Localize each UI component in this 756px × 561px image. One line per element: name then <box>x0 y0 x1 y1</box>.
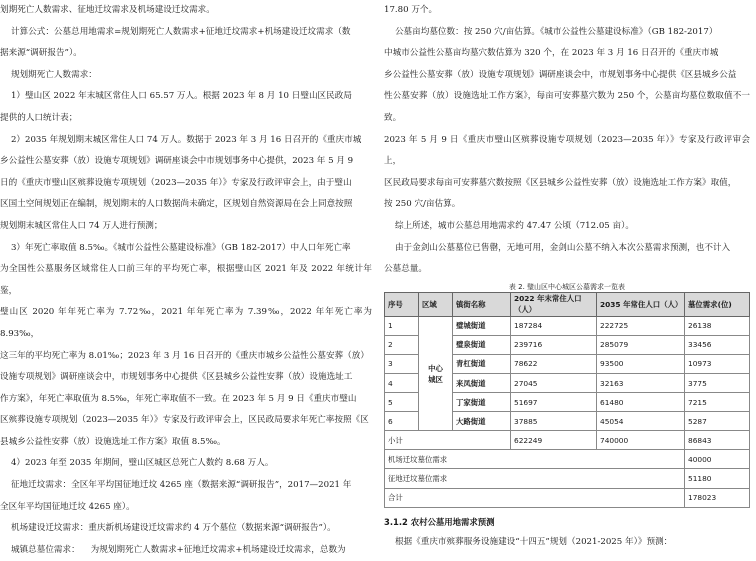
table-cell: 合计 <box>385 488 685 507</box>
table-cell: 27045 <box>511 374 597 393</box>
table-cell: 178023 <box>685 488 750 507</box>
text-line: 性公墓安葬（放）设施选址工作方案》，每亩可安葬墓穴数为 250 个，公墓亩均墓位数取值不一致。 <box>384 91 750 123</box>
table-header-row <box>385 292 750 316</box>
table-cell: 3 <box>385 354 419 373</box>
text-line: 1）璧山区 2022 年末城区常住人口 65.57 万人。根据 2023 年 8 月 10 日璧山区民政局 <box>0 91 352 102</box>
text-line: 4）2023 年至 2035 年期间，璧山区城区总死亡人数约 8.68 万人。 <box>0 458 274 469</box>
column-header: 区域 <box>419 292 453 316</box>
text-line: 全区年平均国征地迁坟 4265 座）。 <box>0 501 135 512</box>
table-cell: 2 <box>385 335 419 354</box>
column-header: 序号 <box>385 292 419 316</box>
cemetery-demand-table <box>384 292 750 508</box>
table-cell: 5287 <box>685 412 750 431</box>
text-line: 公墓亩均墓位数：按 250 穴/亩估算。《城市公益性公墓建设标准》（GB 182-2017） <box>384 26 718 37</box>
table-cell: 7215 <box>685 393 750 412</box>
text-line: 城镇总墓位需求： 为规划期死亡人数需求+征地迁坟需求+机场建设迁坟需求，总数为 <box>0 544 346 555</box>
column-header: 墓位需求(位) <box>685 292 750 316</box>
table-cell: 26138 <box>685 316 750 335</box>
text-line: 根据《重庆市殡葬服务设施建设“十四五”规划（2021-2025 年）》预测： <box>384 536 673 547</box>
table-cell: 51180 <box>685 469 750 488</box>
table-cell: 33456 <box>685 335 750 354</box>
subtotal-row <box>385 431 750 450</box>
table-cell: 来凤街道 <box>453 374 511 393</box>
table-cell: 622249 <box>511 431 597 450</box>
table-cell: 740000 <box>597 431 685 450</box>
column-header: 2022 年末常住人口（人） <box>511 292 597 316</box>
section-heading: 3.1.2 农村公墓用地需求预测 <box>384 516 495 527</box>
table-cell: 78622 <box>511 354 597 373</box>
text-line: 3）年死亡率取值 8.5‰。《城市公益性公墓建设标准》（GB 182-2017）中人口年死亡率 <box>0 242 351 253</box>
table-cell: 璧泉街道 <box>453 335 511 354</box>
text-line: 按 250 穴/亩估算。 <box>384 199 461 210</box>
table-cell: 青杠街道 <box>453 354 511 373</box>
text-line: 区国土空间规划正在编制，规划期末的人口数据尚未确定，区规划自然资源局在会上同意按照 <box>0 199 353 210</box>
left-column <box>0 0 375 561</box>
table-cell: 璧城街道 <box>453 316 511 335</box>
text-line: 日的《重庆市璧山区殡葬设施专项规划（2023—2035 年）》专家及行政评审会上，由于璧山 <box>0 177 352 188</box>
table-cell: 37885 <box>511 412 597 431</box>
table-cell: 大路街道 <box>453 412 511 431</box>
column-header: 镇街名称 <box>453 292 511 316</box>
text-line: 区殡葬设施专项规划（2023—2035 年）》专家及行政评审会上，区民政局要求年死亡率按照《区 <box>0 415 369 426</box>
text-line: 乡公益性公墓安葬（放）设施专项规划》调研座谈会中，市规划事务中心提供《区县城乡公益 <box>384 69 737 80</box>
summary-row <box>385 469 750 488</box>
text-line: 计算公式：公墓总用地需求=规划期死亡人数需求+征地迁坟需求+机场建设迁坟需求（数 <box>0 26 351 37</box>
table-cell: 32163 <box>597 374 685 393</box>
table-cell: 机场迁坟墓位需求 <box>385 450 685 469</box>
text-line: 17.80 万个。 <box>384 5 438 15</box>
text-line: 设施专项规划》调研座谈会中，市规划事务中心提供《区县城乡公益性安葬（放）设施选址工 <box>0 372 353 383</box>
text-line: 划期死亡人数需求、征地迁坟需求及机场建设迁坟需求。 <box>0 5 215 15</box>
table-cell: 93500 <box>597 354 685 373</box>
text-line: 这三年的平均死亡率为 8.01‰；2023 年 3 月 16 日召开的《重庆市城乡公益性公墓安葬（放） <box>0 350 369 361</box>
text-line: 2）2035 年规划期末城区常住人口 74 万人。数据于 2023 年 3 月 16 日召开的《重庆市城 <box>0 134 362 145</box>
text-line: 规划期末城区常住人口 74 万人进行预测； <box>0 220 163 231</box>
table-cell: 1 <box>385 316 419 335</box>
text-line: 乡公益性公墓安葬（放）设施专项规划》调研座谈会中市规划事务中心提供，2023 年 5 月 9 <box>0 156 354 167</box>
text-line: 中城市公益性公墓亩均墓穴数估算为 320 个，在 2023 年 3 月 16 日召开的《重庆市城 <box>384 48 719 59</box>
table-cell: 45054 <box>597 412 685 431</box>
region-cell: 中心 城区 <box>419 316 453 431</box>
text-line: 璧山区 2020 年年死亡率为 7.72‰，2021 年年死亡率为 7.39‰，2022 年年死亡率为 8.93‰， <box>0 307 375 339</box>
table-cell: 3775 <box>685 374 750 393</box>
column-header: 2035 年常住人口（人） <box>597 292 685 316</box>
text-line: 由于金剑山公墓墓位已售罄，无地可用，金剑山公墓不纳入本次公墓需求预测，也不计入 <box>384 242 731 253</box>
text-line: 据来源“调研报告”）。 <box>0 48 82 59</box>
table-cell: 86843 <box>685 431 750 450</box>
text-line: 规划期死亡人数需求： <box>0 69 97 80</box>
text-line: 区民政局要求每亩可安葬墓穴数按照《区县城乡公益性安葬（放）设施选址工作方案》取值， <box>384 177 737 188</box>
text-line: 作方案》，年死亡率取值为 8.5‰，年死亡率取值不一致。在 2023 年 5 月 9 日《重庆市璧山 <box>0 393 357 404</box>
table-row <box>385 316 750 335</box>
text-line: 征地迁坟需求：全区年平均国征地迁坟 4265 座（数据来源“调研报告”，2017—2021 年 <box>0 480 352 491</box>
text-line: 综上所述，城市公墓总用地需求约 47.47 公顷（712.05 亩）。 <box>384 220 634 231</box>
table-cell: 4 <box>385 374 419 393</box>
table-cell: 40000 <box>685 450 750 469</box>
table-cell: 51697 <box>511 393 597 412</box>
text-line: 提供的人口统计表； <box>0 112 78 123</box>
summary-row <box>385 488 750 507</box>
table-cell: 征地迁坟墓位需求 <box>385 469 685 488</box>
text-line: 为全国性公墓服务区域常住人口前三年的平均死亡率，根据璧山区 2021 年及 2022 年统计年鉴， <box>0 264 372 296</box>
table-cell: 285079 <box>597 335 685 354</box>
text-line: 公墓总量。 <box>384 264 427 275</box>
table-cell: 小计 <box>385 431 511 450</box>
table-cell: 61480 <box>597 393 685 412</box>
summary-row <box>385 450 750 469</box>
table-cell: 239716 <box>511 335 597 354</box>
table-cell: 187284 <box>511 316 597 335</box>
text-line: 县城乡公益性安葬（放）设施选址工作方案》取值 8.5‰。 <box>0 436 226 447</box>
table-cell: 5 <box>385 393 419 412</box>
text-line: 机场建设迁坟需求：重庆新机场建设迁坟需求约 4 万个墓位（数据来源“调研报告”）。 <box>0 523 336 534</box>
text-line: 2023 年 5 月 9 日《重庆市璧山区殡葬设施专项规划（2023—2035 年）》专家及行政评审会上， <box>384 134 750 167</box>
table-cell: 222725 <box>597 316 685 335</box>
table-cell: 丁家街道 <box>453 393 511 412</box>
right-column <box>384 0 750 553</box>
table-caption: 表 2. 璧山区中心城区公墓需求一览表 <box>508 282 626 291</box>
table-cell: 10973 <box>685 354 750 373</box>
table-cell: 6 <box>385 412 419 431</box>
